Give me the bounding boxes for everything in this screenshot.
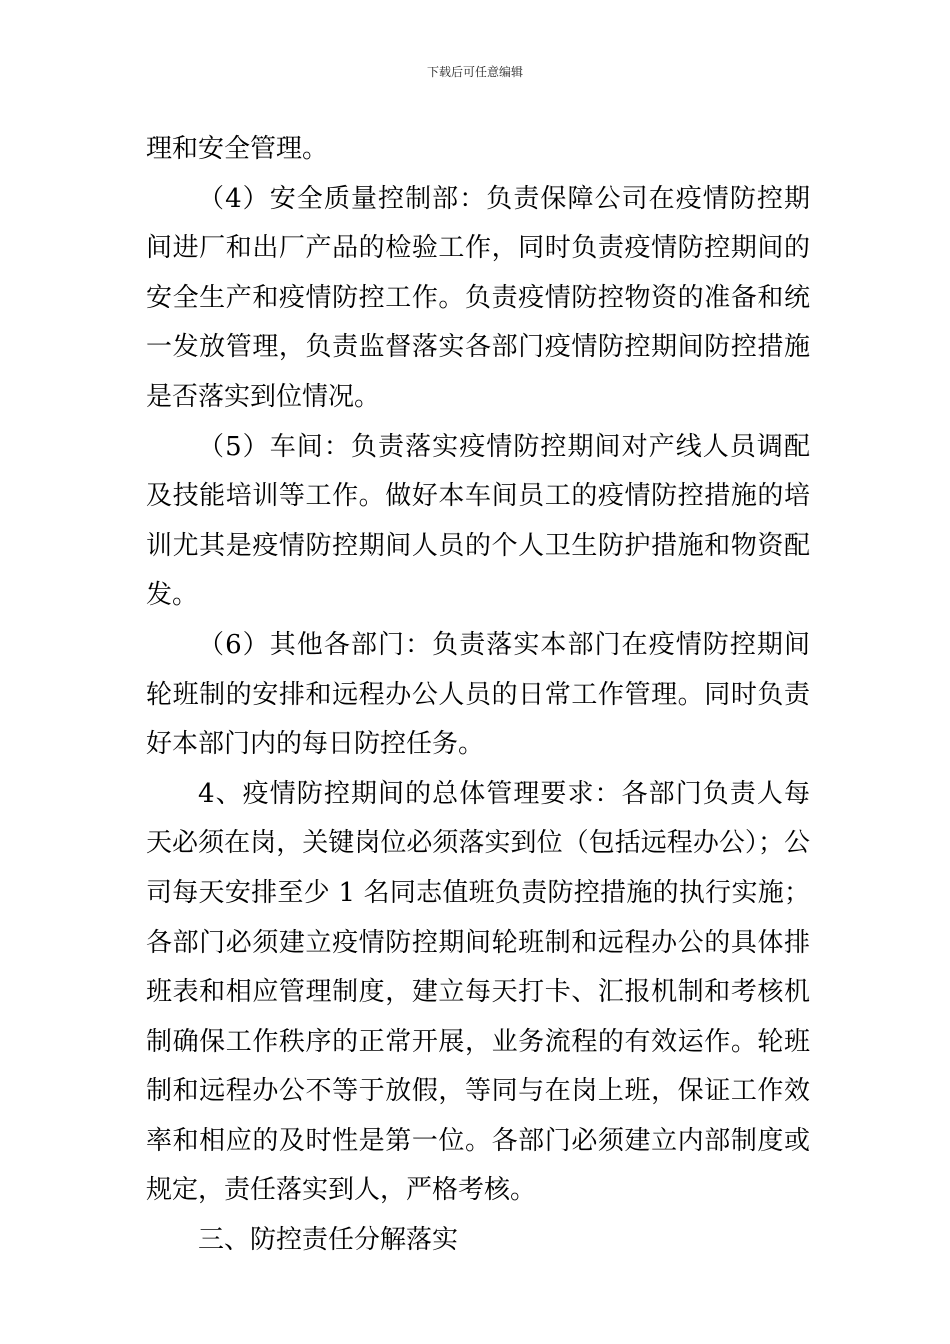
paragraph-workshop: （5）车间：负责落实疫情防控期间对产线人员调配及技能培训等工作。做好本车间员工的疫情防控措施的培训尤其是疫情防控期间人员的个人卫生防护措施和物资配发。 [146, 431, 810, 611]
page-header: 下载后可任意编辑 [426, 65, 523, 79]
section-heading-responsibility: 三、防控责任分解落实 [198, 1225, 459, 1256]
document-body [146, 125, 810, 1266]
paragraph-other-departments: （6）其他各部门：负责落实本部门在疫情防控期间轮班制的安排和远程办公人员的日常工作管理。同时负责好本部门内的每日防控任务。 [146, 629, 810, 760]
paragraph-overall-requirements: 4、疫情防控期间的总体管理要求：各部门负责人每天必须在岗，关键岗位必须落实到位（包括远程办公）；公司每天安排至少 1 名同志值班负责防控措施的执行实施；各部门必须建立疫情防控期间轮班制和远程办公的具体排班表和相应管理制度，建立每天打卡、汇报机制和考核机制确保工作秩序的正常开展，业务流程的有效运作。轮班制和远程办公不等于放假，等同与在岗上班，保证工作效率和相应的及时性是第一位。各部门必须建立内部制度或规定，责任落实到人，严格考核。 [146, 778, 810, 1206]
paragraph-continuation: 理和安全管理。 [146, 134, 329, 164]
paragraph-quality-control-dept: （4）安全质量控制部：负责保障公司在疫情防控期间进厂和出厂产品的检验工作，同时负责疫情防控期间的安全生产和疫情防控工作。负责疫情防控物资的准备和统一发放管理，负责监督落实各部门疫情防控期间防控措施是否落实到位情况。 [146, 183, 810, 412]
